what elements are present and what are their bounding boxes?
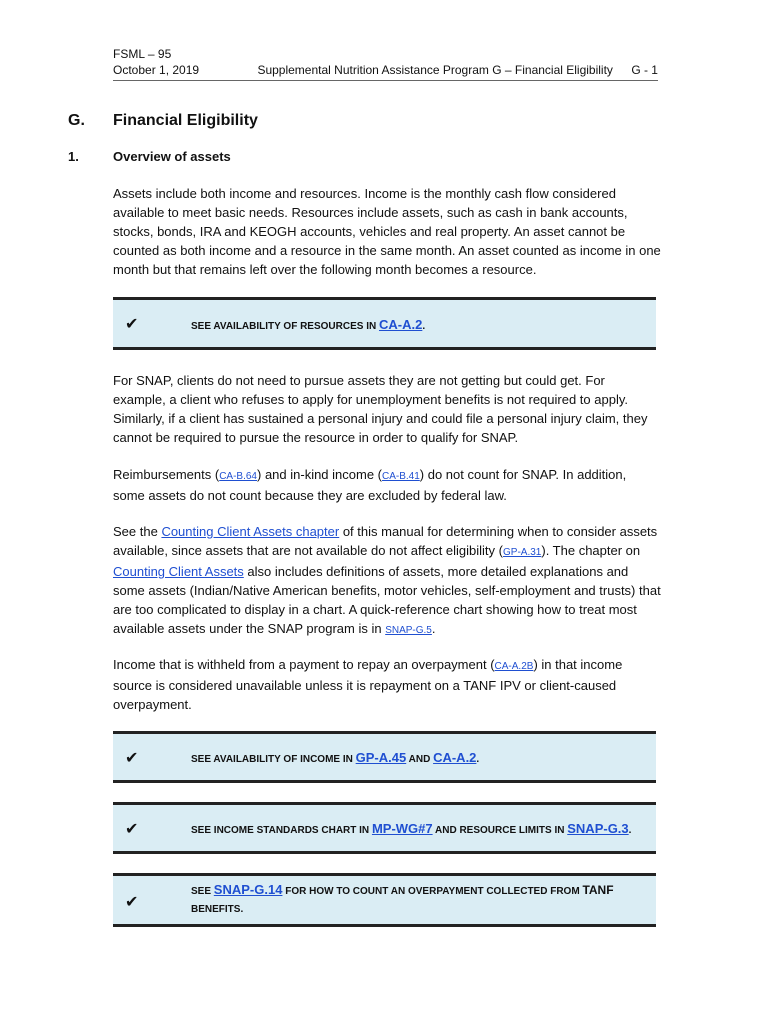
note-text — [191, 316, 641, 336]
paragraph-assets: Assets include both income and resources. Income is the monthly cash flow considered available to meet basic needs. Resources include assets, such as cash in bank accounts, stocks, bonds, IRA and KEOGH accounts, vehicles and real property. An asset cannot be counted as both income and a resource in the same month. An asset counted as income in one month but that remains left over the following month becomes a resource. — [113, 186, 661, 277]
note-box-standards — [113, 802, 656, 854]
paragraph-reimbursements — [113, 465, 661, 505]
link-ca-a2[interactable]: CA-A.2 — [433, 750, 477, 765]
note-end: . — [476, 754, 480, 765]
header-page: G - 1 — [631, 63, 658, 77]
text-span: ). The chapter on — [541, 543, 641, 558]
note-text — [191, 749, 641, 769]
link-ca-b64[interactable]: CA-B.64 — [219, 471, 257, 482]
note-mid: FOR HOW TO COUNT AN OVERPAYMENT COLLECTED FROM — [282, 886, 583, 897]
note-label: SEE — [191, 886, 214, 897]
text-span: ) do not count for SNAP. In addition, some assets do not count because they are excluded by federal law. — [113, 467, 627, 503]
note-text — [191, 820, 641, 840]
link-snap-g3[interactable]: SNAP-G.3 — [567, 821, 629, 836]
subsection-title: Overview of assets — [113, 149, 231, 164]
link-ca-b41[interactable]: CA-B.41 — [382, 471, 420, 482]
note-mid: AND RESOURCE LIMITS IN — [432, 825, 568, 836]
text-span: . — [431, 621, 436, 636]
note-label: SEE AVAILABILITY OF INCOME IN — [191, 754, 356, 765]
text-span: Reimbursements ( — [113, 467, 220, 482]
doc-id: FSML – 95 — [113, 47, 172, 61]
checkmark-icon: ✔ — [125, 894, 139, 911]
header-title: Supplemental Nutrition Assistance Program G – Financial Eligibility — [257, 63, 613, 77]
paragraph-counting-assets — [113, 522, 661, 640]
note-label: SEE AVAILABILITY OF RESOURCES IN — [191, 321, 379, 332]
text-span: ) and in-kind income ( — [257, 467, 382, 482]
note-end: . — [628, 825, 632, 836]
note-line2: BENEFITS. — [191, 904, 244, 915]
link-ca-a2[interactable]: CA-A.2 — [378, 317, 423, 332]
subsection-number: 1. — [68, 149, 79, 164]
note-text — [191, 881, 641, 919]
link-counting-client-assets-chapter[interactable]: Counting Client Assets chapter — [161, 524, 340, 539]
note-tanf: TANF — [582, 883, 614, 897]
note-box-resources — [113, 297, 656, 350]
text-span: Income that is withheld from a payment to repay an overpayment ( — [113, 657, 495, 672]
header-divider — [113, 80, 658, 81]
section-letter: G. — [68, 112, 85, 129]
link-snap-g14[interactable]: SNAP-G.14 — [213, 882, 283, 897]
link-ca-a2b[interactable]: CA-A.2B — [494, 661, 534, 672]
text-span: also includes definitions of assets, more detailed explanations and some assets (Indian/Native American benefits, motor vehicles, self-employment and trusts) that are too complicated to display in a chart. A quick-reference chart showing how to treat most available assets under the SNAP program is in — [113, 564, 661, 636]
link-counting-client-assets[interactable]: Counting Client Assets — [113, 564, 244, 579]
note-label: SEE INCOME STANDARDS CHART IN — [191, 825, 372, 836]
note-box-income — [113, 731, 656, 783]
link-gp-a45[interactable]: GP-A.45 — [355, 750, 407, 765]
paragraph-pursue-assets: For SNAP, clients do not need to pursue assets they are not getting but could get. For example, a client who refuses to apply for unemployment benefits is not required to apply. Similarly, if a client has sustained a personal injury and could file a personal injury claim, they cannot be required to pursue the resource in order to qualify for SNAP. — [113, 373, 648, 445]
link-snap-g5[interactable]: SNAP-G.5 — [385, 625, 432, 636]
header-row — [113, 62, 658, 78]
page-header — [113, 46, 658, 78]
text-span: of this manual for determining when to consider assets available, since assets that are not available do not affect eligibility ( — [113, 524, 658, 558]
header-date: October 1, 2019 — [113, 63, 200, 77]
checkmark-icon: ✔ — [125, 750, 139, 767]
section-title: Financial Eligibility — [113, 112, 258, 129]
link-mp-wg7[interactable]: MP-WG#7 — [371, 821, 433, 836]
checkmark-icon: ✔ — [125, 821, 139, 838]
note-box-overpayment — [113, 873, 656, 927]
checkmark-icon: ✔ — [125, 316, 139, 333]
note-mid: AND — [406, 754, 434, 765]
paragraph-withheld-income — [113, 655, 661, 714]
note-end: . — [422, 321, 426, 332]
text-span: ) in that income source is considered unavailable unless it is repayment on a TANF IPV or client-caused overpayment. — [113, 657, 623, 712]
text-span: See the — [113, 524, 162, 539]
link-gp-a31[interactable]: GP-A.31 — [503, 547, 542, 558]
